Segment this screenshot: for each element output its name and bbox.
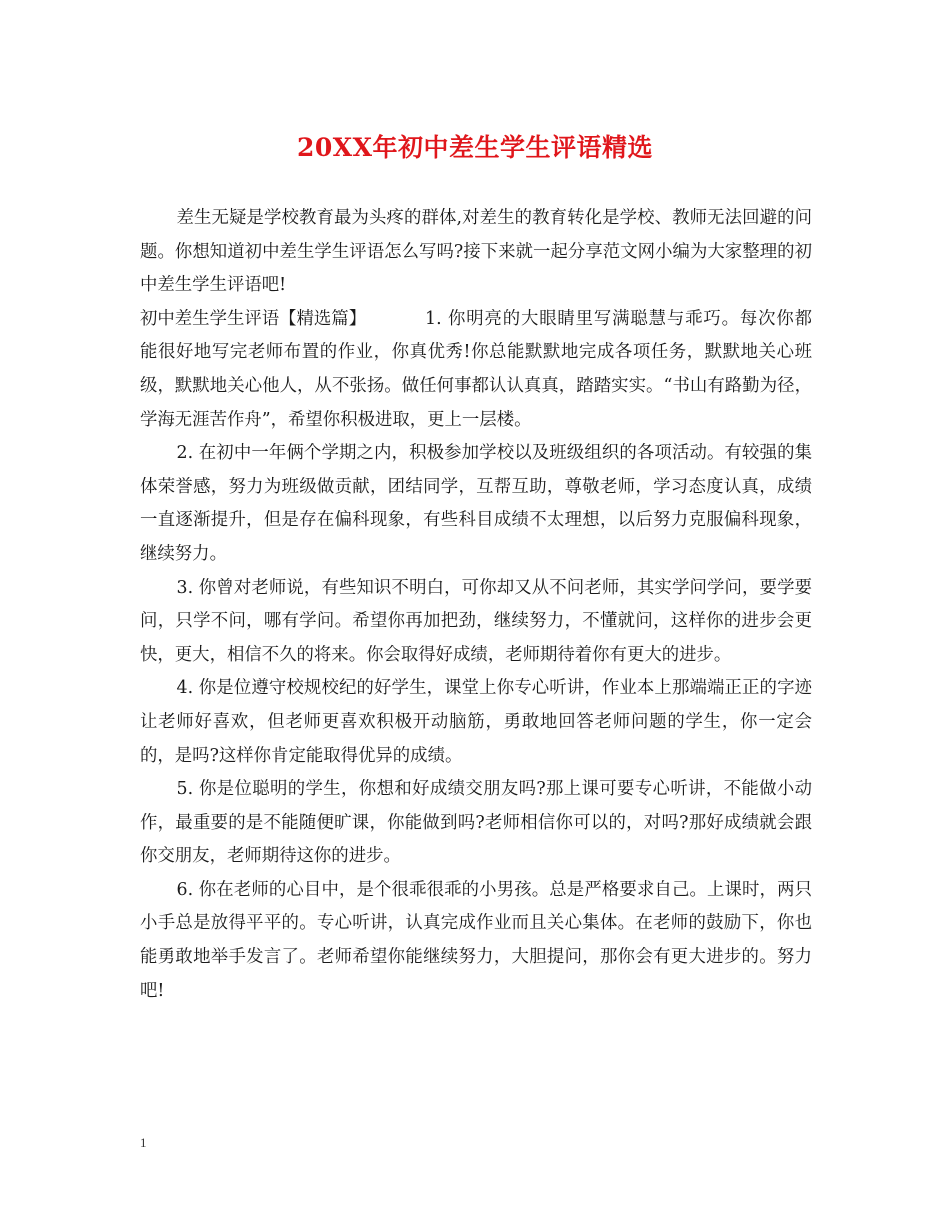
document-title: 20XX年初中差生学生评语精选: [296, 133, 654, 162]
comment-5: 5. 你是位聪明的学生，你想和好成绩交朋友吗?那上课可要专心听讲，不能做小动作，最重要的是不能随便旷课，你能做到吗?老师相信你可以的，对吗?那好成绩就会跟你交朋友，老师期待这你的进步。: [140, 779, 812, 867]
comment-2: 2. 在初中一年俩个学期之内，积极参加学校以及班级组织的各项活动。有较强的集体荣誉感，努力为班级做贡献，团结同学，互帮互助，尊敬老师，学习态度认真，成绩一直逐渐提升，但是存在偏科现象，有些科目成绩不太理想，以后努力克服偏科现象，继续努力。: [140, 443, 812, 564]
intro-paragraph: 差生无疑是学校教育最为头疼的群体,对差生的教育转化是学校、教师无法回避的问题。你想知道初中差生学生评语怎么写吗?接下来就一起分享范文网小编为大家整理的初中差生学生评语吧!: [140, 208, 812, 296]
comment-3: 3. 你曾对老师说，有些知识不明白，可你却又从不问老师，其实学问学问，要学要问，只学不问，哪有学问。希望你再加把劲，继续努力，不懂就问，这样你的进步会更快，更大，相信不久的将来。你会取得好成绩，老师期待着你有更大的进步。: [140, 577, 812, 665]
document-body: [140, 202, 812, 1008]
section-paragraph: [140, 303, 812, 437]
comment-4: 4. 你是位遵守校规校纪的好学生，课堂上你专心听讲，作业本上那端端正正的字迹让老师好喜欢，但老师更喜欢积极开动脑筋，勇敢地回答老师问题的学生，你一定会的，是吗?这样你肯定能取得优异的成绩。: [140, 678, 812, 766]
comment-1: 1. 你明亮的大眼睛里写满聪慧与乖巧。每次你都能很好地写完老师布置的作业，你真优秀!你总能默默地完成各项任务，默默地关心班级，默默地关心他人，从不张扬。做任何事都认认真真，踏踏实实。“书山有路勤为径，学海无涯苦作舟”，希望你积极进取，更上一层楼。: [140, 308, 812, 430]
comment-6: 6. 你在老师的心目中，是个很乖很乖的小男孩。总是严格要求自己。上课时，两只小手总是放得平平的。专心听讲，认真完成作业而且关心集体。在老师的鼓励下，你也能勇敢地举手发言了。老师希望你能继续努力，大胆提问，那你会有更大进步的。努力吧!: [140, 879, 812, 1001]
section-heading: 初中差生学生评语【精选篇】: [140, 308, 367, 329]
page-number: 1: [140, 1135, 147, 1150]
